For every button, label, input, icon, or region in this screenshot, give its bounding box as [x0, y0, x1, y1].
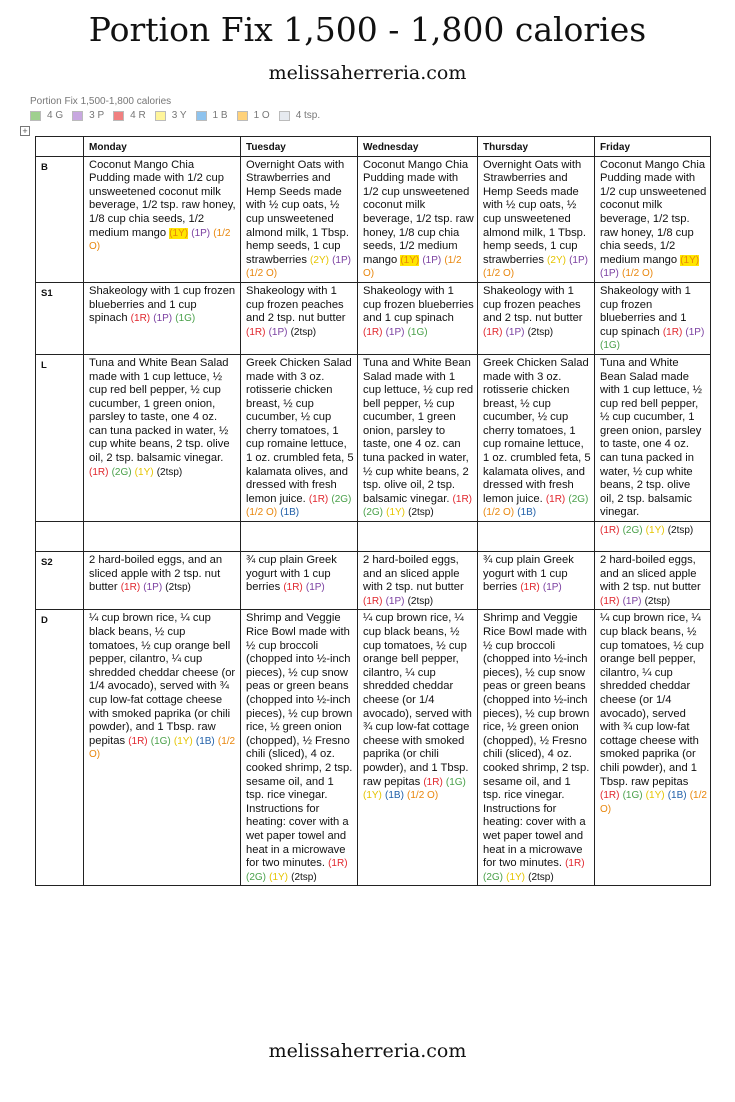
- meal-description: ¾ cup plain Greek yogurt with 1 cup berries: [483, 554, 574, 594]
- container-tag: (1R): [328, 858, 348, 870]
- container-tag: (2tsp): [408, 507, 434, 519]
- container-tag: (1P): [600, 268, 619, 280]
- table-row: [36, 354, 711, 521]
- meal-cell[interactable]: [358, 156, 478, 282]
- container-legend: [30, 110, 329, 121]
- meal-description: Shakeology with 1 cup frozen peaches and 2 tsp. nut butter: [246, 284, 346, 325]
- container-tag: (1R): [483, 326, 503, 338]
- container-tag: (1R): [520, 582, 540, 594]
- table-row: [36, 610, 711, 886]
- meal-cell[interactable]: [84, 610, 241, 886]
- container-tag: (1R): [600, 790, 620, 802]
- container-tag: (1R): [423, 776, 443, 788]
- container-tag: (2tsp): [290, 326, 317, 338]
- meal-description: Shakeology with 1 cup frozen blueberries and 1 cup spinach: [363, 284, 474, 325]
- legend-label: 4 tsp.: [295, 110, 321, 121]
- container-tag: (2Y): [547, 254, 566, 266]
- meal-code: S2: [36, 552, 84, 610]
- container-tag: (1R): [662, 326, 683, 338]
- meal-cell[interactable]: [358, 552, 478, 610]
- legend-label: 4 R: [130, 110, 146, 121]
- container-tag: (1R): [308, 493, 329, 505]
- meal-cell[interactable]: [84, 354, 241, 521]
- meal-cell[interactable]: [478, 282, 595, 354]
- meal-cell[interactable]: [595, 282, 711, 354]
- meal-description: Overnight Oats with Strawberries and Hemp Seeds made with ½ cup oats, ½ cup unsweetened almond milk, 1 Tbsp. hemp seeds, 1 cup strawberries: [483, 158, 587, 266]
- container-tag: (2G): [246, 871, 266, 883]
- container-tag: (1Y): [169, 227, 189, 239]
- day-header: Friday: [595, 137, 711, 157]
- container-tag: (2G): [568, 493, 589, 505]
- container-tag: (1R): [565, 858, 585, 870]
- meal-code: S1: [36, 282, 84, 354]
- container-tag: (1P): [542, 582, 562, 594]
- container-tag: (2tsp): [407, 595, 434, 607]
- meal-description: ¼ cup brown rice, ¼ cup black beans, ½ cup tomatoes, ½ cup orange bell pepper, cilantro, ¼ cup shredded cheddar cheese (or 1/4 avocado), served with ¾ cup low-fat cottage cheese with smoked paprika (or chili powder), and 1 Tbsp. raw pepitas: [89, 612, 236, 747]
- meal-plan-table: [35, 136, 711, 886]
- legend-swatch: [155, 111, 166, 121]
- container-tag: (1R): [545, 493, 566, 505]
- site-url-bottom[interactable]: melissaherreria.com: [268, 1040, 467, 1062]
- meal-code: D: [36, 610, 84, 886]
- container-tag: (1Y): [363, 790, 382, 802]
- legend-item: [30, 110, 63, 121]
- meal-description: ¼ cup brown rice, ¼ cup black beans, ½ cup tomatoes, ½ cup orange bell pepper, cilantro, ¼ cup shredded cheddar cheese (or 1/4 avocado), served with ¾ cup low-fat cottage cheese with smoked paprika (or chili powder), and 1 Tbsp. raw pepitas: [363, 612, 472, 788]
- container-tag: (1G): [622, 790, 643, 802]
- meal-description: Overnight Oats with Strawberries and Hemp Seeds made with ½ cup oats, ½ cup unsweetened almond milk, 1 Tbsp. hemp seeds, 1 cup strawberries: [246, 158, 350, 266]
- meal-code: L: [36, 354, 84, 521]
- container-tag: (1P): [505, 326, 525, 338]
- meal-description: Tuna and White Bean Salad made with 1 cup lettuce, ½ cup red bell pepper, ½ cup cucumber, 1 green onion, parsley to taste, one 4 oz. can tuna packed in water, ½ cup white beans, 2 tsp. olive oil, 2 tsp. balsamic vinegar.: [363, 356, 474, 505]
- table-header-row: [36, 137, 711, 157]
- container-tag: (1P): [685, 326, 705, 338]
- meal-description: Shakeology with 1 cup frozen blueberries and 1 cup spinach: [89, 284, 236, 325]
- container-tag: (1R): [452, 493, 472, 505]
- container-tag: (1P): [385, 326, 405, 338]
- container-tag: (2G): [483, 871, 503, 883]
- table-row: [36, 522, 711, 552]
- legend-item: [279, 110, 320, 121]
- legend-item: [155, 110, 187, 121]
- container-tag: (1R): [363, 326, 383, 338]
- container-tag: (1G): [175, 313, 196, 325]
- container-tag: (1/2 O): [407, 790, 439, 802]
- container-tag: (2tsp): [667, 525, 694, 537]
- container-tag: (1/2 O): [363, 254, 462, 280]
- meal-cell[interactable]: [84, 282, 241, 354]
- container-tag: (1B): [195, 735, 215, 747]
- container-tag: (1Y): [400, 254, 420, 266]
- table-move-handle-icon[interactable]: +: [20, 126, 30, 136]
- legend-item: [237, 110, 270, 121]
- meal-cell[interactable]: [358, 354, 478, 521]
- container-tag: (1P): [569, 254, 588, 266]
- header-corner: [36, 137, 84, 157]
- container-tag: (1Y): [645, 790, 665, 802]
- container-tag: (1Y): [506, 871, 526, 883]
- meal-description: 2 hard-boiled eggs, and an sliced apple with 2 tsp. nut butter: [89, 554, 223, 594]
- meal-cell[interactable]: [478, 610, 595, 886]
- table-row: [36, 552, 711, 610]
- container-tag: (2tsp): [644, 595, 671, 607]
- container-tag: (1R): [600, 595, 620, 607]
- meal-description: Greek Chicken Salad made with 3 oz. rotisserie chicken breast, ½ cup cucumber, ½ cup cherry tomatoes, 1 cup romaine lettuce, 1 oz. crumbled feta, 5 kalamata olives, and dressed with fresh lemon juice.: [483, 356, 591, 505]
- legend-label: 1 B: [212, 110, 228, 121]
- meal-cell[interactable]: [595, 354, 711, 521]
- meal-code: B: [36, 156, 84, 282]
- legend-item: [196, 110, 228, 121]
- legend-swatch: [113, 111, 124, 121]
- container-tag: (2tsp): [527, 326, 554, 338]
- container-tag: (1R): [246, 326, 266, 338]
- container-tag: (1/2 O): [89, 227, 231, 253]
- legend-swatch: [196, 111, 207, 121]
- container-tag: (2G): [111, 466, 132, 478]
- legend-swatch: [237, 111, 248, 121]
- container-tag: (1Y): [269, 871, 289, 883]
- container-tag: (1R): [363, 595, 383, 607]
- container-tag: (1P): [305, 582, 325, 594]
- container-tag: (1P): [143, 582, 163, 594]
- table-row: [36, 282, 711, 354]
- container-tag: (1/2 O): [89, 735, 236, 761]
- legend-item: [72, 110, 104, 121]
- meal-cell[interactable]: [241, 156, 358, 282]
- site-url-top[interactable]: melissaherreria.com: [268, 62, 467, 84]
- meal-cell[interactable]: [241, 354, 358, 521]
- meal-description: Shakeology with 1 cup frozen peaches and 2 tsp. nut butter: [483, 284, 583, 325]
- container-tag: (1P): [332, 254, 351, 266]
- container-tag: (2G): [363, 507, 383, 519]
- meal-cell[interactable]: [595, 156, 711, 282]
- container-tag: (1P): [385, 595, 405, 607]
- container-tag: (1B): [517, 507, 537, 519]
- meal-cell[interactable]: [595, 552, 711, 610]
- meal-cell[interactable]: [358, 610, 478, 886]
- container-tag: (1P): [153, 313, 173, 325]
- container-tag: (1P): [191, 227, 211, 239]
- container-tag: (1Y): [680, 254, 700, 266]
- meal-cell[interactable]: [241, 282, 358, 354]
- container-tag: (1B): [385, 790, 404, 802]
- meal-cell[interactable]: [595, 522, 711, 552]
- day-header: Wednesday: [358, 137, 478, 157]
- meal-description: ¼ cup brown rice, ¼ cup black beans, ½ cup tomatoes, ½ cup orange bell pepper, cilantro, ¼ cup shredded cheddar cheese (or 1/4 avocado), served with ¾ cup low-fat cottage cheese with smoked paprika (or chili powder), and 1 Tbsp. raw pepitas: [600, 612, 704, 788]
- container-tag: (1R): [600, 525, 620, 537]
- meal-cell[interactable]: [595, 610, 711, 886]
- table-row: [36, 156, 711, 282]
- container-tag: (1B): [667, 790, 687, 802]
- meal-cell[interactable]: [358, 522, 478, 552]
- meal-cell[interactable]: [478, 156, 595, 282]
- container-tag: (2tsp): [528, 871, 554, 883]
- container-tag: (1/2 O): [483, 268, 515, 280]
- container-tag: (1/2 O): [622, 268, 654, 280]
- meal-description: Coconut Mango Chia Pudding made with 1/2 cup unsweetened coconut milk beverage, 1/2 tsp. raw honey, 1/8 cup chia seeds, 1/2 medium mango: [89, 158, 236, 239]
- meal-description: Greek Chicken Salad made with 3 oz. rotisserie chicken breast, ½ cup cucumber, ½ cup cherry tomatoes, 1 cup romaine lettuce, 1 oz. crumbled feta, 5 kalamata olives, and dressed with fresh lemon juice.: [246, 356, 354, 505]
- meal-cell[interactable]: [84, 522, 241, 552]
- meal-description: Tuna and White Bean Salad made with 1 cup lettuce, ½ cup red bell pepper, ½ cup cucumber, 1 green onion, parsley to taste, one 4 oz. can tuna packed in water, ½ cup white beans, 2 tsp. olive oil, 2 tsp. balsamic vinegar.: [600, 356, 702, 519]
- meal-cell[interactable]: [358, 282, 478, 354]
- container-tag: (1/2 O): [246, 507, 278, 519]
- container-tag: (1Y): [645, 525, 665, 537]
- plan-subtitle: Portion Fix 1,500-1,800 calories: [30, 96, 172, 107]
- meal-description: Shrimp and Veggie Rice Bowl made with ½ cup broccoli (chopped into ½-inch pieces), ½ cup snow peas or green beans (chopped into ½-inch pieces), ½ cup brown rice, ½ green onion (chopped), ½ Fresno chili (sliced), 4 oz. cooked shrimp, 2 tsp. sesame oil, and 1 tsp. rice vinegar. Instructions for heating: cover with a wet paper towel and heat in a microwave for two minutes.: [246, 612, 353, 870]
- container-tag: (1B): [280, 507, 300, 519]
- legend-swatch: [279, 111, 290, 121]
- legend-item: [113, 110, 146, 121]
- legend-label: 3 P: [89, 110, 105, 121]
- container-tag: (2Y): [310, 254, 329, 266]
- day-header: Monday: [84, 137, 241, 157]
- container-tag: (2tsp): [291, 871, 317, 883]
- container-tag: (1R): [130, 313, 151, 325]
- day-header: Thursday: [478, 137, 595, 157]
- container-tag: (1R): [128, 735, 148, 747]
- container-tag: (1G): [445, 776, 466, 788]
- container-tag: (1P): [622, 595, 642, 607]
- container-tag: (2tsp): [165, 582, 191, 594]
- meal-code: [36, 522, 84, 552]
- meal-description: Coconut Mango Chia Pudding made with 1/2 cup unsweetened coconut milk beverage, 1/2 tsp. raw honey, 1/8 cup chia seeds, 1/2 medium mango: [600, 158, 707, 266]
- container-tag: (2tsp): [156, 466, 183, 478]
- day-header: Tuesday: [241, 137, 358, 157]
- meal-cell[interactable]: [84, 156, 241, 282]
- container-tag: (1Y): [134, 466, 154, 478]
- meal-cell[interactable]: [84, 552, 241, 610]
- legend-label: 4 G: [47, 110, 64, 121]
- container-tag: (1R): [89, 466, 109, 478]
- meal-description: ¾ cup plain Greek yogurt with 1 cup berries: [246, 554, 337, 594]
- meal-description: 2 hard-boiled eggs, and an sliced apple with 2 tsp. nut butter: [600, 554, 701, 594]
- meal-cell[interactable]: [241, 552, 358, 610]
- meal-description: Coconut Mango Chia Pudding made with 1/2 cup unsweetened coconut milk beverage, 1/2 tsp. raw honey, 1/8 cup chia seeds, 1/2 medium mango: [363, 158, 474, 266]
- container-tag: (1G): [600, 340, 620, 352]
- container-tag: (1R): [283, 582, 303, 594]
- meal-cell[interactable]: [478, 552, 595, 610]
- meal-cell[interactable]: [241, 610, 358, 886]
- container-tag: (1/2 O): [483, 507, 515, 519]
- meal-description: Shakeology with 1 cup frozen blueberries and 1 cup spinach: [600, 284, 691, 338]
- legend-label: 1 O: [253, 110, 270, 121]
- container-tag: (1/2 O): [600, 790, 707, 815]
- legend-swatch: [72, 111, 83, 121]
- container-tag: (1G): [150, 735, 171, 747]
- meal-description: 2 hard-boiled eggs, and an sliced apple with 2 tsp. nut butter: [363, 554, 464, 594]
- container-tag: (1G): [407, 326, 428, 338]
- meal-cell[interactable]: [478, 354, 595, 521]
- meal-description: Shrimp and Veggie Rice Bowl made with ½ cup broccoli (chopped into ½-inch pieces), ½ cup snow peas or green beans (chopped into ½-inch pieces), ½ cup brown rice, ½ green onion (chopped), ½ Fresno chili (sliced), 4 oz. cooked shrimp, 2 tsp. sesame oil, and 1 tsp. rice vinegar. Instructions for heating: cover with a wet paper towel and heat in a microwave for two minutes.: [483, 612, 590, 870]
- page-title: Portion Fix 1,500 - 1,800 calories: [88, 10, 647, 49]
- container-tag: (1P): [422, 254, 442, 266]
- container-tag: (1Y): [173, 735, 193, 747]
- meal-cell[interactable]: [241, 522, 358, 552]
- legend-label: 3 Y: [171, 110, 187, 121]
- legend-swatch: [30, 111, 41, 121]
- container-tag: (2G): [331, 493, 352, 505]
- container-tag: (2G): [622, 525, 643, 537]
- container-tag: (1Y): [386, 507, 406, 519]
- meal-cell[interactable]: [478, 522, 595, 552]
- container-tag: (1P): [268, 326, 288, 338]
- container-tag: (1R): [120, 582, 141, 594]
- meal-description: Tuna and White Bean Salad made with 1 cup lettuce, ½ cup red bell pepper, ½ cup cucumber, 1 green onion, parsley to taste, one 4 oz. can tuna packed in water, ½ cup white beans, 2 tsp. olive oil, 2 tsp. balsamic vinegar.: [89, 356, 230, 465]
- container-tag: (1/2 O): [246, 268, 278, 280]
